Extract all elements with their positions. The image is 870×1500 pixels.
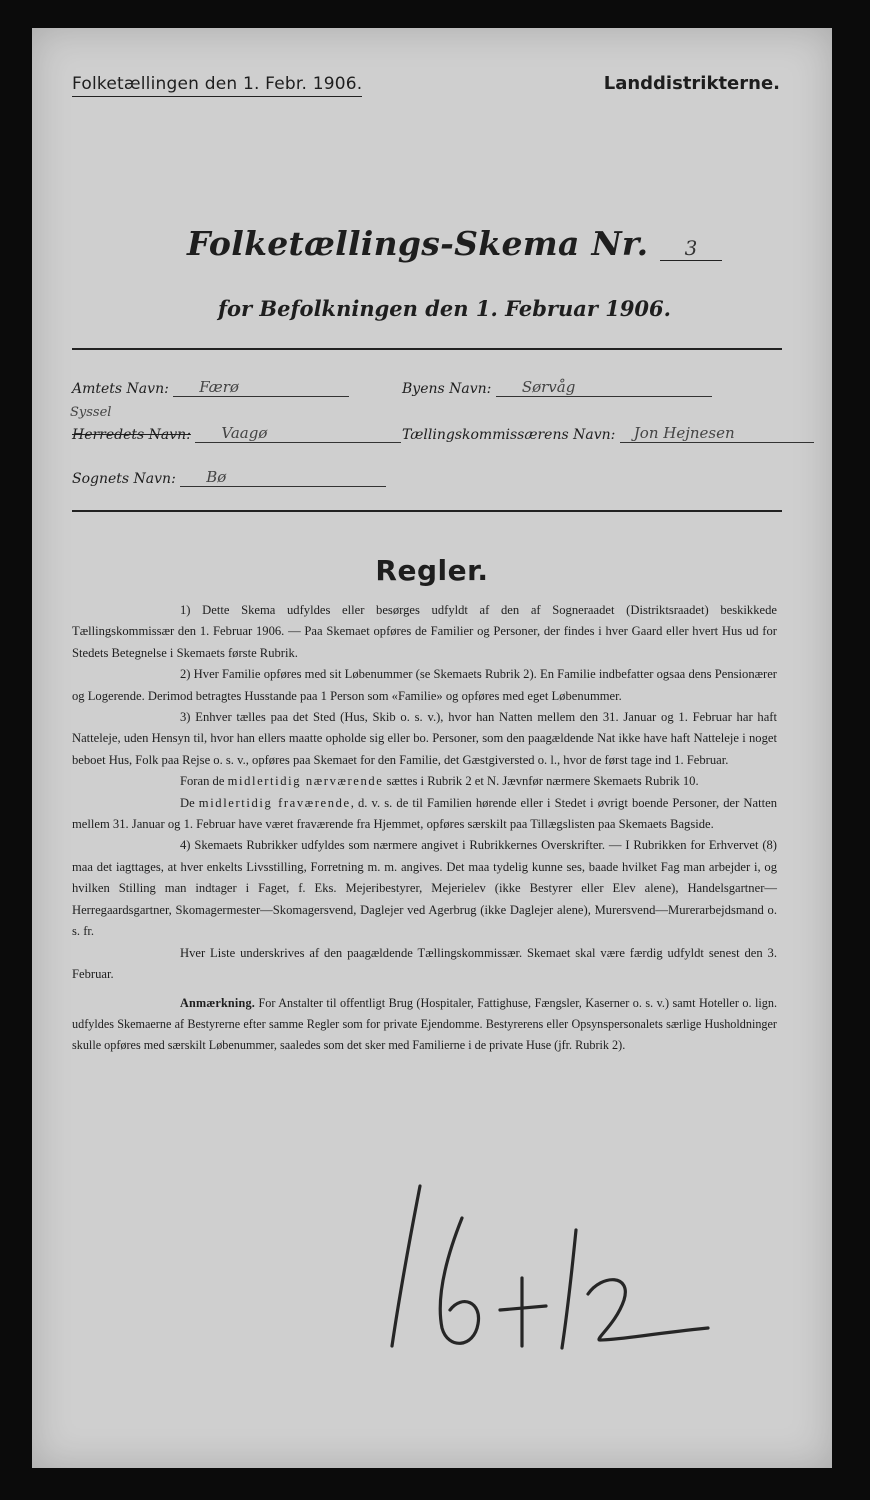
hw-digit-2 — [588, 1280, 708, 1340]
rule-3c-post: , d. v. s. de til Familien hørende eller i Stedet i øvrigt boende Personer, der Natten mellem 31. Januar og 1. Februar have været fraværende fra Hjemmet, opføres særskilt paa Tillægslisten paa Skemaets Bagside. — [72, 795, 777, 832]
rule-3: 3) Enhver tælles paa det Sted (Hus, Skib o. s. v.), hvor han Natten mellem den 31. Januar og 1. Februar har haft Natteleje, uden Hensyn til, hvor han ellers maatte opholde sig eller bo. Personer, som den paagældende Nat ikke have haft Natteleje i noget beboet Hus, Folk paa Rejse o. s. v., opføres paa Skemaet for den Familie, det Gæstgiversted o. l., hvor de først tage ind 1. Februar. — [72, 710, 777, 767]
rule-2: 2) Hver Familie opføres med sit Løbenummer (se Skemaets Rubrik 2). En Familie indbefatter ogsaa dens Pensionærer og Logerende. Derimod betragtes Husstande paa 1 Person som «Familie» og opføres med eget Løbenummer. — [72, 667, 777, 703]
divider-bottom — [72, 510, 782, 512]
hw-digit-1b — [562, 1230, 576, 1348]
form-title — [187, 224, 722, 263]
form-title-text: Folketællings-Skema Nr. — [187, 224, 649, 263]
amt-label: Amtets Navn: — [72, 381, 169, 397]
district-type-header: Landdistrikterne. — [603, 73, 780, 94]
form-number: 3 — [660, 236, 722, 261]
rule-4: 4) Skemaets Rubrikker udfyldes som nærmere angivet i Rubrikkernes Overskrifter. — I Rubrikken for Erhvervet (8) maa det iagttages, at hver enkelts Livsstilling, Forretning m. m. angives. Det maa tydelig kunne ses, baade hvilket Fag man arbejder i, og hvilken Stilling man indtager i Faget, f. Eks. Mejeribestyrer, Mejerielev (ikke Bestyrer eller Elev alene), Handelsgartner—Herregaardsgartner, Skomagermester—Skomagersvend, Daglejer ved Agerbrug (ikke Daglejer alene), Murersvend—Murerarbejdsmand o. s. fr. — [72, 838, 777, 939]
note-text: For Anstalter til offentligt Brug (Hospitaler, Fattighuse, Fængsler, Kaserner o. s. v.) samt Hoteller o. lign. udfyldes Skemaerne af Bestyrerne efter samme Regler som for private Ejendomme. Bestyrerens eller Opsynspersonalets særlige Husholdninger skulle opføres med særskilt Løbenummer, saaledes som det sker med Familierne i de private Huse (jfr. Rubrik 2). — [72, 996, 777, 1053]
rules-title: Regler. — [375, 554, 489, 587]
note-label: Anmærkning. — [180, 996, 256, 1011]
herred-label: Herredets Navn: — [72, 427, 191, 443]
taellingskommissaer-value: Jon Hejnesen — [620, 424, 814, 443]
herred-field — [72, 424, 401, 443]
amt-value: Færø — [173, 378, 349, 397]
hw-plus-horizontal — [500, 1306, 546, 1310]
amt-field — [72, 378, 349, 397]
sogn-label: Sognets Navn: — [72, 471, 176, 487]
rule-1: 1) Dette Skema udfyldes eller besørges udfyldt af den af Sogneraadet (Distriktsraadet) beskikkede Tællingskommissær den 1. Februar 1906. — Paa Skemaet opføres de Familier og Personer, der findes i hver Gaard eller hvert Hus ud for Stedets Betegnelse i Skemaets første Rubrik. — [72, 603, 777, 660]
rule-3b-spaced: midlertidig nærværende — [227, 774, 384, 789]
rule-3b-pre: Foran de — [180, 774, 225, 789]
rule-3-midlertidig-fravaerende — [72, 793, 777, 836]
rule-3b-post: sættes i Rubrik 2 et N. Jævnfør nærmere Skemaets Rubrik 10. — [386, 774, 699, 789]
form-subtitle: for Befolkningen den 1. Februar 1906. — [218, 296, 671, 321]
sogn-value: Bø — [180, 468, 386, 487]
rules-body — [72, 600, 777, 1056]
taellingskommissaer-label: Tællingskommissærens Navn: — [402, 427, 616, 443]
rule-3-midlertidig-naervaerende — [72, 771, 777, 792]
census-form-page — [32, 28, 832, 1468]
rule-3c-pre: De — [180, 795, 195, 810]
herred-value: Vaagø — [195, 424, 401, 443]
handwritten-count-note — [362, 1178, 722, 1358]
taellingskommissaer-field — [402, 424, 814, 443]
herred-handwritten-correction: Syssel — [70, 405, 112, 420]
rules-note — [72, 993, 777, 1056]
by-label: Byens Navn: — [402, 381, 492, 397]
rule-3c-spaced: midlertidig fraværende — [198, 795, 351, 810]
hw-digit-1 — [392, 1186, 420, 1346]
census-header: Folketællingen den 1. Febr. 1906. — [72, 74, 362, 97]
by-field — [402, 378, 712, 397]
sogn-field — [72, 468, 386, 487]
divider-top — [72, 348, 782, 350]
hw-digit-6 — [440, 1218, 478, 1343]
by-value: Sørvåg — [496, 378, 712, 397]
rule-4-signature: Hver Liste underskrives af den paagældende Tællingskommissær. Skemaet skal være færdig udfyldt senest den 3. Februar. — [72, 945, 777, 981]
